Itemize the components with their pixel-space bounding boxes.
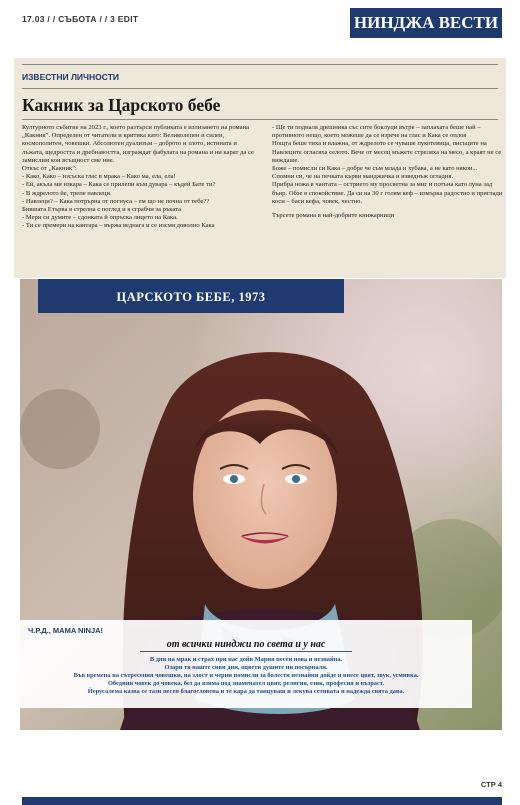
section-label: ИЗВЕСТНИ ЛИЧНОСТИ [22, 72, 119, 82]
photo-title: ЦАРСКОТО БЕБЕ, 1973 [38, 279, 344, 313]
page-number: СТР 4 [480, 780, 502, 789]
caption-box [20, 620, 472, 708]
paragraph: Откъс от „Какник": [22, 165, 77, 173]
divider [22, 64, 498, 65]
paragraph: - Ей, акъла ми изкара – Кака се прилепи към дувара – къдей Бате ти? [22, 181, 216, 189]
paragraph: - В ждрелото йе, трепе навлеци. [22, 189, 112, 197]
paragraph: Културното събитие на 2023 г., което разтърси публиката е излизането на романа „Какник". Определен от читатели и критика като: Великолепен и силен, космополитен, човешки. Абсолютен дуализъм – доброто и злото, истината и лъжата, щедростта и дребнавостта, изграждат фабулата на романа и ни карат да се замислим кои всъщност сме ние. [22, 124, 254, 164]
paragraph: Бившата Етърва я стрелна с поглед и я сграбчи за ръката [22, 206, 182, 214]
divider [22, 88, 498, 89]
paragraph: Прибра ножа в чантата – острието му просветна за миг и потъна като луна зад бъир. Обзе я спокойствие. Да си на 30 г голям кеф – измърка радостно и приглади коси – баси кефа, човек, честно. [272, 181, 503, 205]
paragraph: - Ще ти подналя дрешника със сите боклуци вътре – заплахата беше най – противното нещо, което можеше да се изрече на глас и Кака се оплоя [272, 124, 481, 140]
paragraph: - Ти се премери на кантара – вържа веднага и се изсмя доволно Кака [22, 222, 215, 230]
article-box [14, 58, 506, 278]
paragraph: - Мери си думите – сдонката й опръска лицето на Кака. [22, 214, 178, 222]
verse-line: В дни на мрак и страх при нас дойв Мария песен нова и незнайна. [149, 656, 343, 663]
article-headline: Какник за Царското бебе [22, 95, 221, 115]
paragraph: Спомни си, че на печката кърви манджичка и изведнъж огладня. [272, 173, 454, 181]
article-column-2 [272, 124, 504, 220]
caption-script: от всички нинджи по света и у нас [166, 639, 326, 650]
verse-line: Обедини човек до човека, без да взима под знаменател цвят, религия, език, професия и възраст. [107, 680, 385, 688]
divider [140, 651, 352, 652]
verse-line: Озари тя наште сиви дни, оцвети душите ни посърнали. [164, 664, 328, 672]
caption-label: Ч.Р.Д., MAMA NINJA! [28, 626, 104, 635]
verse-line: Йерусалема казва се тази песен благословена и те кара да танцуваш и лекува сетивата и надежда свята дава. [87, 688, 405, 696]
paragraph: Търсете романа в най-добрите книжарници [272, 212, 395, 220]
paragraph: - Навлеци? – Кака потрърна от погнуса – ем що не почна от тебе?? [22, 197, 210, 205]
paragraph: Боже – помисли си Кака – добре че съм млада и хубава, а не като някои... [272, 165, 478, 173]
caption-verse [20, 656, 472, 696]
divider [22, 119, 498, 120]
masthead: НИНДЖА ВЕСТИ [350, 8, 502, 38]
article-column-1 [22, 124, 260, 231]
footer-bar [22, 797, 502, 805]
paragraph: - Како, Како – изсъска глас в мрака – Како ма, ела, ела! [22, 173, 176, 181]
issue-info: 17.03 / / СЪБОТА / / 3 EDIT [22, 14, 139, 24]
paragraph: Нощта беше тиха и влажна, от ждрелото се чуваше пукотевица, писъците на Навлеците огласяха селото. Вече от месец мъжете стреляха на месо, а краят не се виждаше. [272, 140, 502, 164]
verse-line: Във времена на сътресения човешки, на злост и черни помисли за болести незнайни дойде и внесе цвят, звук, усмивка. [73, 672, 419, 680]
